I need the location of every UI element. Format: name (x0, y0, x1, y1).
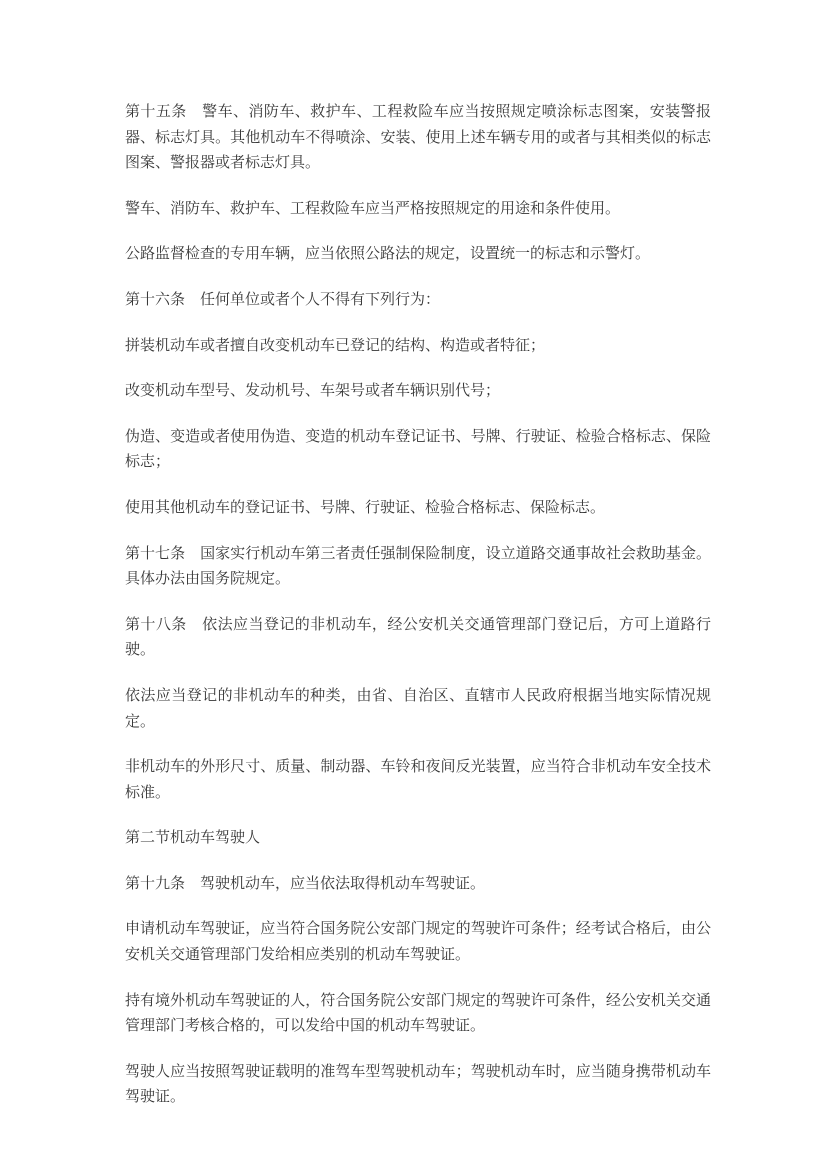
para-item-assembling: 拼装机动车或者擅自改变机动车已登记的结构、构造或者特征； (125, 337, 546, 354)
para-item-change-identifiers: 改变机动车型号、发动机号、车架号或者车辆识别代号； (125, 383, 501, 400)
para-foreign-license: 持有境外机动车驾驶证的人，符合国务院公安部门规定的驾驶许可条件，经公安机关交通管理部门考核合格的，可以发给中国的机动车驾驶证。 (125, 992, 711, 1035)
para-article-15: 第十五条 警车、消防车、救护车、工程救险车应当按照规定喷涂标志图案，安装警报器、标志灯具。其他机动车不得喷涂、安装、使用上述车辆专用的或者与其相类似的标志图案、警报器或者标志灯具。 (125, 104, 711, 172)
para-road-inspection-vehicles: 公路监督检查的专用车辆，应当依照公路法的规定，设置统一的标志和示警灯。 (125, 246, 651, 263)
para-item-forgery: 伪造、变造或者使用伪造、变造的机动车登记证书、号牌、行驶证、检验合格标志、保险标志； (125, 428, 711, 471)
para-article-16: 第十六条 任何单位或者个人不得有下列行为： (125, 291, 441, 308)
para-carry-license: 驾驶人应当按照驾驶证载明的准驾车型驾驶机动车；驾驶机动车时，应当随身携带机动车驾驶证。 (125, 1063, 711, 1106)
heading-section-2-motor-vehicle-drivers: 第二节机动车驾驶人 (125, 830, 261, 847)
para-nonmotor-types: 依法应当登记的非机动车的种类，由省、自治区、直辖市人民政府根据当地实际情况规定。 (125, 687, 711, 730)
para-special-vehicle-use: 警车、消防车、救护车、工程救险车应当严格按照规定的用途和条件使用。 (125, 200, 621, 217)
para-article-19: 第十九条 驾驶机动车，应当依法取得机动车驾驶证。 (125, 875, 486, 892)
para-item-use-other-vehicle-documents: 使用其他机动车的登记证书、号牌、行驶证、检验合格标志、保险标志。 (125, 499, 606, 516)
para-license-application: 申请机动车驾驶证，应当符合国务院公安部门规定的驾驶许可条件；经考试合格后，由公安机关交通管理部门发给相应类别的机动车驾驶证。 (125, 921, 711, 964)
document-body (125, 100, 711, 1111)
para-article-18: 第十八条 依法应当登记的非机动车，经公安机关交通管理部门登记后，方可上道路行驶。 (125, 616, 711, 659)
para-nonmotor-standards: 非机动车的外形尺寸、质量、制动器、车铃和夜间反光装置，应当符合非机动车安全技术标准。 (125, 759, 711, 801)
para-article-17: 第十七条 国家实行机动车第三者责任强制保险制度，设立道路交通事故社会救助基金。具体办法由国务院规定。 (125, 545, 711, 588)
